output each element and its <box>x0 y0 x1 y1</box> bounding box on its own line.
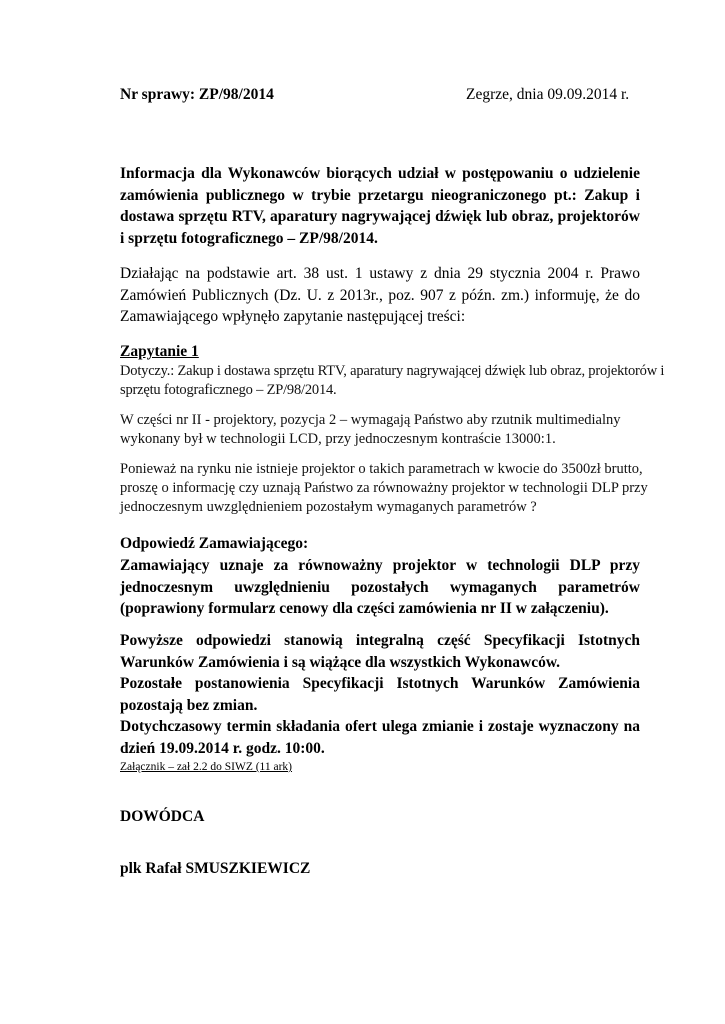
attachment-note: Załącznik – zał 2.2 do SIWZ (11 ark) <box>120 761 293 773</box>
closing-line-unchanged: Pozostałe postanowienia Specyfikacji Istotnych Warunków Zamówienia pozostają bez zmian. <box>120 675 640 714</box>
answer-text: Zamawiający uznaje za równoważny projektor w technologii DLP przy jednoczesnym uwzględnieniu pozostałych wymaganych parametrów (poprawiony formularz cenowy dla części zamówienia nr II w załączeniu). <box>120 557 640 617</box>
closing-statements <box>120 630 640 759</box>
scan-paragraph-part-two: W części nr II - projektory, pozycja 2 – wymagają Państwo aby rzutnik multimedialny wykonany był w technologii LCD, przy jednoczesnym kontraście 13000:1. <box>120 412 621 447</box>
information-heading: Informacja dla Wykonawców biorących udział w postępowaniu o udzielenie zamówienia publicznego w trybie przetargu nieograniczonego pt.: Zakup i dostawa sprzętu RTV, aparatury nagrywającej dźwięk lub obraz, projektorów i sprzętu fotograficznego – ZP/98/2014. <box>120 165 640 247</box>
scan-paragraph-subject: Dotyczy.: Zakup i dostawa sprzętu RTV, aparatury nagrywającej dźwięk lub obraz, projektorów i sprzętu fotograficznego – ZP/98/2014. <box>120 363 665 398</box>
closing-line-integral-part: Powyższe odpowiedzi stanowią integralną część Specyfikacji Istotnych Warunków Zamówienia i są wiążące dla wszystkich Wykonawców. <box>120 632 640 671</box>
scanned-question-excerpt <box>120 362 680 528</box>
closing-line-new-deadline: Dotychczasowy termin składania ofert ulega zmianie i zostaje wyznaczony na dzień 19.09.2014 r. godz. 10:00. <box>120 718 640 757</box>
signature-title: DOWÓDCA <box>120 808 205 825</box>
signature-name: plk Rafał SMUSZKIEWICZ <box>120 860 311 877</box>
scan-paragraph-request: Ponieważ na rynku nie istnieje projektor o takich parametrach w kwocie do 3500zł brutto, proszę o informację czy uznają Państwo za równoważny projektor w technologii DLP przy jednoczesnym uwzględnieniem pozostałym wymaganych parametrów ? <box>120 461 648 515</box>
case-number: Nr sprawy: ZP/98/2014 <box>120 86 274 103</box>
question-title: Zapytanie 1 <box>120 343 199 360</box>
answer-heading: Odpowiedź Zamawiającego: <box>120 535 309 552</box>
place-date: Zegrze, dnia 09.09.2014 r. <box>466 86 630 103</box>
intro-paragraph: Działając na podstawie art. 38 ust. 1 ustawy z dnia 29 stycznia 2004 r. Prawo Zamówień Publicznych (Dz. U. z 2013r., poz. 907 z późn. zm.) informuję, że do Zamawiającego wpłynęło zapytanie następującej treści: <box>120 265 640 325</box>
